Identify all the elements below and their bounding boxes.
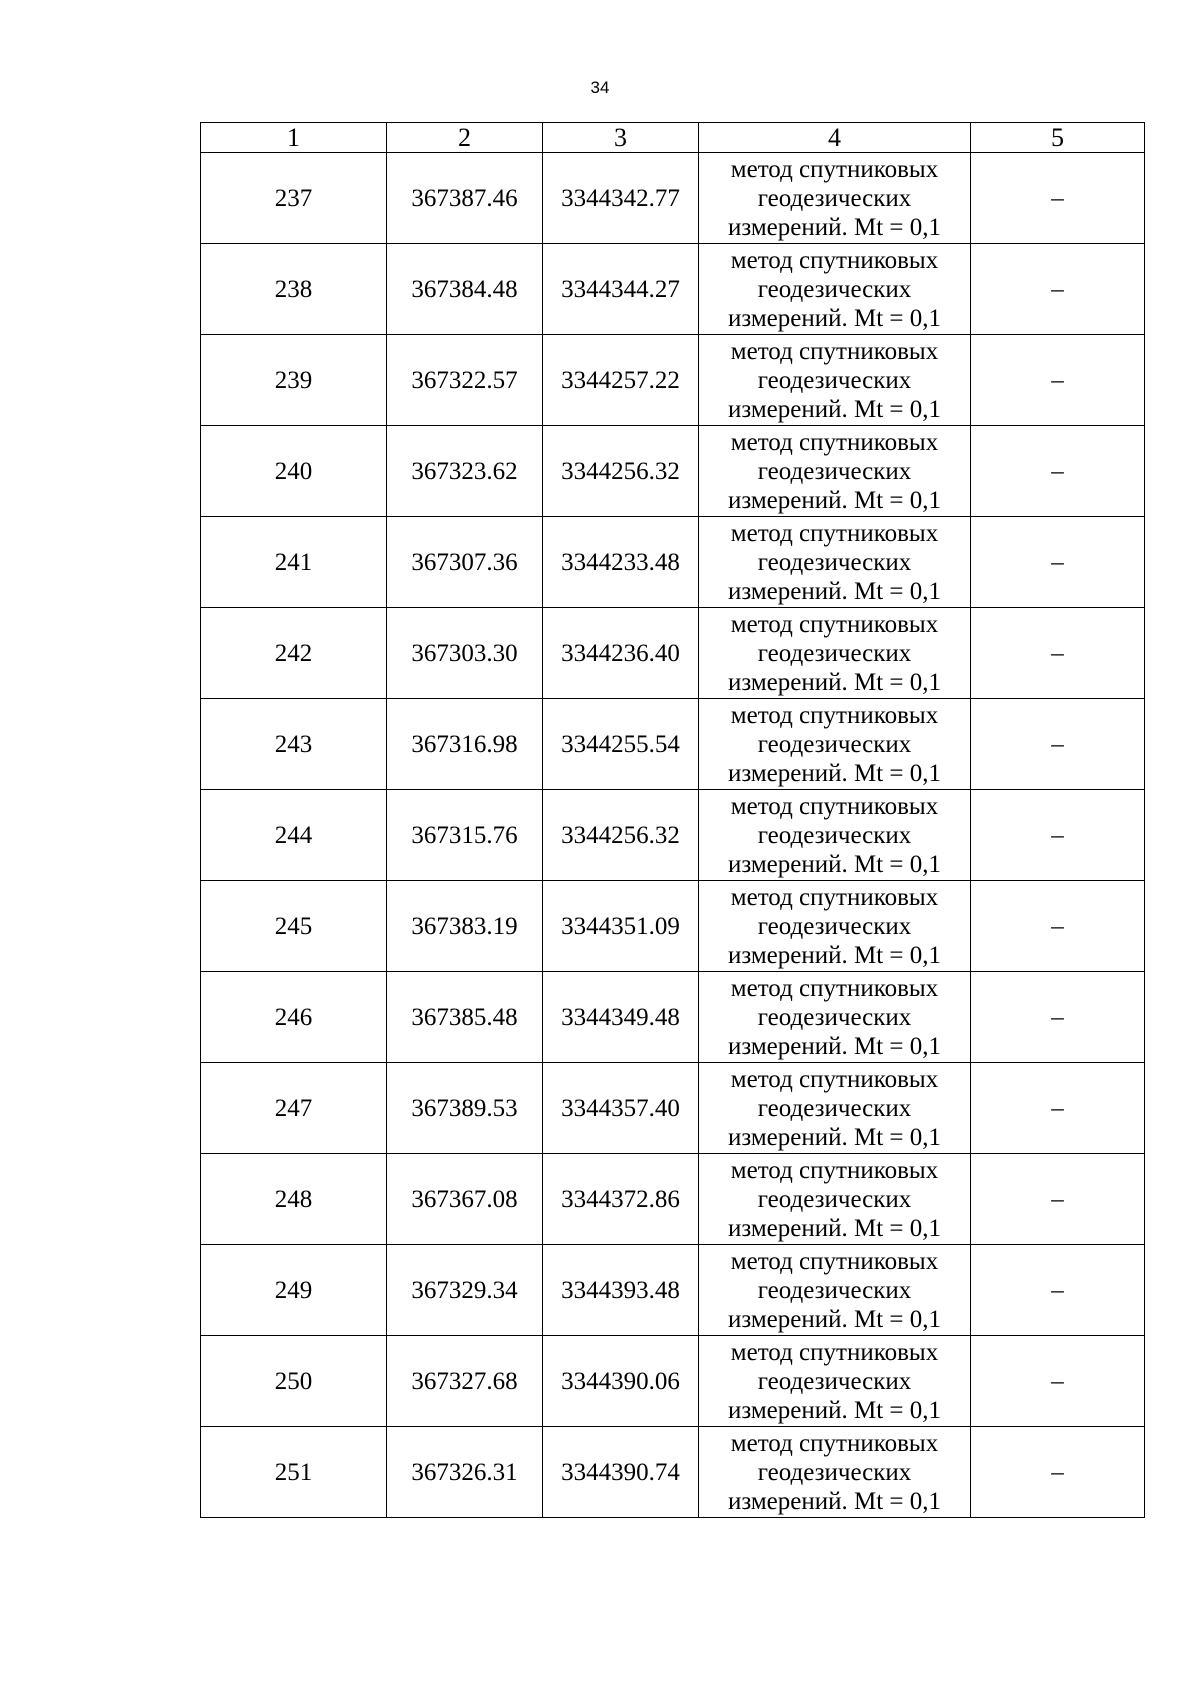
table-row <box>201 1063 1145 1154</box>
y-coordinate-cell: 3344255.54 <box>543 699 699 790</box>
header-col-5: 5 <box>971 123 1145 153</box>
header-col-4: 4 <box>699 123 971 153</box>
header-col-2: 2 <box>387 123 543 153</box>
table-row <box>201 335 1145 426</box>
point-number-cell: 251 <box>201 1427 387 1518</box>
method-cell: метод спутниковых геодезических измерений. Mt = 0,1 <box>699 1336 971 1427</box>
method-cell: метод спутниковых геодезических измерений. Mt = 0,1 <box>699 790 971 881</box>
note-cell: – <box>971 790 1145 881</box>
table-body <box>201 153 1145 1518</box>
table-row <box>201 426 1145 517</box>
x-coordinate-cell: 367327.68 <box>387 1336 543 1427</box>
method-cell: метод спутниковых геодезических измерений. Mt = 0,1 <box>699 1427 971 1518</box>
x-coordinate-cell: 367387.46 <box>387 153 543 244</box>
y-coordinate-cell: 3344351.09 <box>543 881 699 972</box>
method-cell: метод спутниковых геодезических измерений. Mt = 0,1 <box>699 153 971 244</box>
header-col-3: 3 <box>543 123 699 153</box>
x-coordinate-cell: 367383.19 <box>387 881 543 972</box>
page-number: 34 <box>590 78 610 97</box>
y-coordinate-cell: 3344357.40 <box>543 1063 699 1154</box>
y-coordinate-cell: 3344257.22 <box>543 335 699 426</box>
table-row <box>201 517 1145 608</box>
table-row <box>201 153 1145 244</box>
method-cell: метод спутниковых геодезических измерений. Mt = 0,1 <box>699 972 971 1063</box>
method-cell: метод спутниковых геодезических измерений. Mt = 0,1 <box>699 426 971 517</box>
note-cell: – <box>971 153 1145 244</box>
method-cell: метод спутниковых геодезических измерений. Mt = 0,1 <box>699 881 971 972</box>
note-cell: – <box>971 699 1145 790</box>
y-coordinate-cell: 3344344.27 <box>543 244 699 335</box>
note-cell: – <box>971 517 1145 608</box>
table-row <box>201 1336 1145 1427</box>
point-number-cell: 242 <box>201 608 387 699</box>
point-number-cell: 237 <box>201 153 387 244</box>
y-coordinate-cell: 3344236.40 <box>543 608 699 699</box>
note-cell: – <box>971 1245 1145 1336</box>
point-number-cell: 240 <box>201 426 387 517</box>
y-coordinate-cell: 3344390.74 <box>543 1427 699 1518</box>
note-cell: – <box>971 1336 1145 1427</box>
y-coordinate-cell: 3344256.32 <box>543 790 699 881</box>
x-coordinate-cell: 367303.30 <box>387 608 543 699</box>
note-cell: – <box>971 1154 1145 1245</box>
table-row <box>201 244 1145 335</box>
x-coordinate-cell: 367315.76 <box>387 790 543 881</box>
table-header <box>201 123 1145 153</box>
point-number-cell: 248 <box>201 1154 387 1245</box>
point-number-cell: 243 <box>201 699 387 790</box>
x-coordinate-cell: 367389.53 <box>387 1063 543 1154</box>
y-coordinate-cell: 3344349.48 <box>543 972 699 1063</box>
header-col-1: 1 <box>201 123 387 153</box>
note-cell: – <box>971 244 1145 335</box>
table-row <box>201 1245 1145 1336</box>
x-coordinate-cell: 367323.62 <box>387 426 543 517</box>
y-coordinate-cell: 3344390.06 <box>543 1336 699 1427</box>
x-coordinate-cell: 367385.48 <box>387 972 543 1063</box>
point-number-cell: 250 <box>201 1336 387 1427</box>
x-coordinate-cell: 367367.08 <box>387 1154 543 1245</box>
table-row <box>201 608 1145 699</box>
point-number-cell: 239 <box>201 335 387 426</box>
note-cell: – <box>971 335 1145 426</box>
x-coordinate-cell: 367307.36 <box>387 517 543 608</box>
method-cell: метод спутниковых геодезических измерений. Mt = 0,1 <box>699 244 971 335</box>
coordinates-table <box>200 122 1145 1518</box>
table-row <box>201 972 1145 1063</box>
x-coordinate-cell: 367329.34 <box>387 1245 543 1336</box>
table-row <box>201 790 1145 881</box>
method-cell: метод спутниковых геодезических измерений. Mt = 0,1 <box>699 517 971 608</box>
table-row <box>201 699 1145 790</box>
note-cell: – <box>971 1063 1145 1154</box>
method-cell: метод спутниковых геодезических измерений. Mt = 0,1 <box>699 608 971 699</box>
method-cell: метод спутниковых геодезических измерений. Mt = 0,1 <box>699 1154 971 1245</box>
x-coordinate-cell: 367326.31 <box>387 1427 543 1518</box>
point-number-cell: 247 <box>201 1063 387 1154</box>
point-number-cell: 244 <box>201 790 387 881</box>
y-coordinate-cell: 3344342.77 <box>543 153 699 244</box>
y-coordinate-cell: 3344233.48 <box>543 517 699 608</box>
note-cell: – <box>971 608 1145 699</box>
point-number-cell: 241 <box>201 517 387 608</box>
point-number-cell: 246 <box>201 972 387 1063</box>
note-cell: – <box>971 1427 1145 1518</box>
method-cell: метод спутниковых геодезических измерений. Mt = 0,1 <box>699 699 971 790</box>
method-cell: метод спутниковых геодезических измерений. Mt = 0,1 <box>699 1245 971 1336</box>
x-coordinate-cell: 367384.48 <box>387 244 543 335</box>
table-row <box>201 881 1145 972</box>
x-coordinate-cell: 367316.98 <box>387 699 543 790</box>
method-cell: метод спутниковых геодезических измерений. Mt = 0,1 <box>699 335 971 426</box>
note-cell: – <box>971 881 1145 972</box>
point-number-cell: 238 <box>201 244 387 335</box>
table-row <box>201 1427 1145 1518</box>
note-cell: – <box>971 426 1145 517</box>
x-coordinate-cell: 367322.57 <box>387 335 543 426</box>
method-cell: метод спутниковых геодезических измерений. Mt = 0,1 <box>699 1063 971 1154</box>
table-row <box>201 1154 1145 1245</box>
y-coordinate-cell: 3344372.86 <box>543 1154 699 1245</box>
header-row <box>201 123 1145 153</box>
y-coordinate-cell: 3344393.48 <box>543 1245 699 1336</box>
point-number-cell: 249 <box>201 1245 387 1336</box>
point-number-cell: 245 <box>201 881 387 972</box>
y-coordinate-cell: 3344256.32 <box>543 426 699 517</box>
note-cell: – <box>971 972 1145 1063</box>
